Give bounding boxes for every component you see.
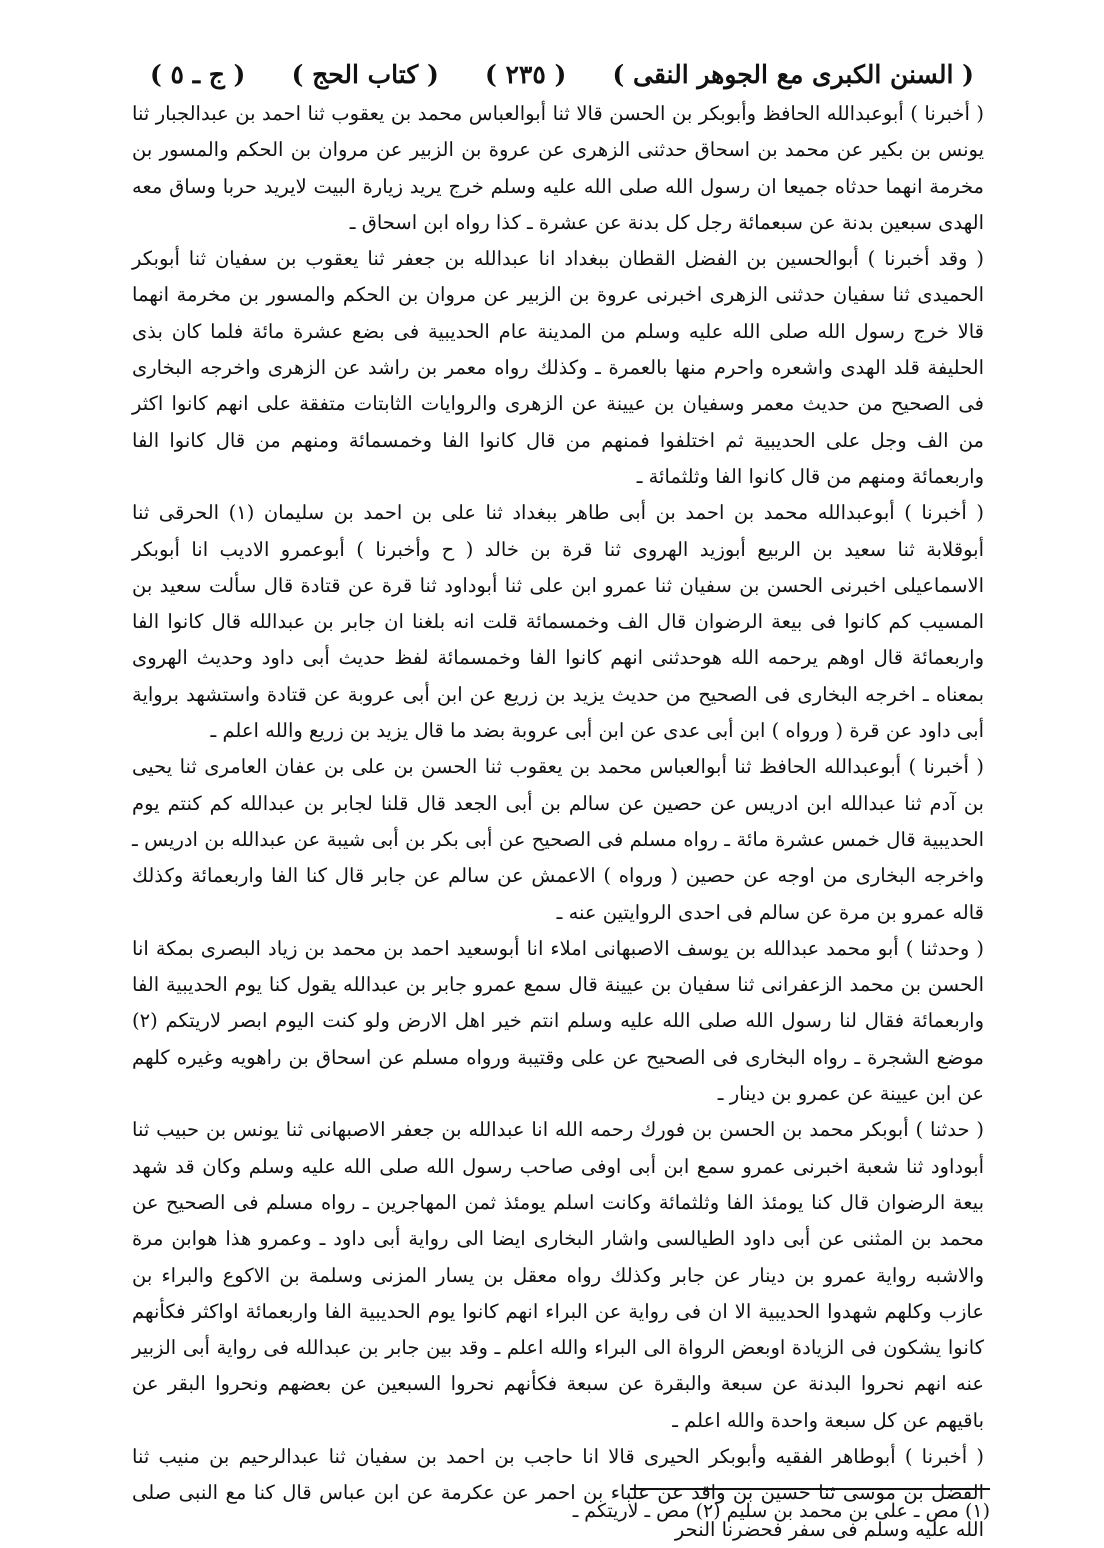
book-title: ( السنن الكبرى مع الجوهر النقى ): [612, 59, 974, 89]
paragraph-6: ( حدثنا ) أبوبكر محمد بن الحسن بن فورك رحمه الله انا عبدالله بن جعفر الاصبهانى ثنا يونس بن حبيب ثنا أبوداود ثنا شعبة اخبرنى عمرو سمع ابن أبى اوفى صاحب رسول الله صلى الله عليه وسلم وكان قد شهد بيعة الرضوان قال كنا يومئذ الفا وثلثمائة وكانت اسلم يومئذ ثمن المهاجرين ـ رواه مسلم فى الصحيح عن محمد بن المثنى عن أبى داود الطيالسى واشار البخارى ايضا الى رواية أبى داود ـ وعمرو هذا هوابن مرة والاشبه رواية عمرو بن دينار عن جابر وكذلك رواه معقل بن يسار المزنى وسلمة بن الاكوع والبراء بن عازب وكلهم شهدوا الحديبية الا ان فى رواية عن البراء انهم كانوا يوم الحديبية الفا واربعمائة اواكثر فكأنهم كانوا يشكون فى الزيادة اوبعض الرواة الى البراء والله اعلم ـ وقد بين جابر بن عبدالله فى رواية أبى الزبير عنه انهم نحروا البدنة عن سبعة والبقرة عن سبعة فكأنهم نحروا السبعين عن بعضهم ونحروا البقر عن باقيهم عن كل سبعة واحدة والله اعلم ـ: [132, 1118, 984, 1432]
paragraph-5: ( وحدثنا ) أبو محمد عبدالله بن يوسف الاصبهانى املاء انا أبوسعيد احمد بن محمد بن زياد البصرى بمكة انا الحسن بن محمد الزعفرانى ثنا سفيان بن عيينة قال سمع عمرو جابر بن عبدالله يقول كنا يوم الحديبية الفا واربعمائة فقال لنا رسول الله صلى الله عليه وسلم انتم خير اهل الارض ولو كنت اليوم ابصر لاريتكم (٢) موضع الشجرة ـ رواه البخارى فى الصحيح عن على وقتيبة ورواه مسلم عن اسحاق بن راهويه وغيره كلهم عن ابن عيينة عن عمرو بن دينار ـ: [132, 936, 984, 1106]
footnote-divider: [630, 1488, 990, 1490]
paragraph-2: ( وقد أخبرنا ) أبوالحسين بن الفضل القطان ببغداد انا عبدالله بن جعفر ثنا يعقوب بن سفيان ثنا أبوبكر الحميدى ثنا سفيان حدثنى الزهرى اخبرنى عروة بن الزبير عن مروان بن الحكم والمسور بن مخرمة انهما قالا خرج رسول الله صلى الله عليه وسلم من المدينة عام الحديبية فى بضع عشرة مائة فلما كان بذى الحليفة قلد الهدى واشعره واحرم منها بالعمرة ـ وكذلك رواه معمر بن راشد عن الزهرى واخرجه البخارى فى الصحيح من حديث معمر وسفيان بن عيينة عن الزهرى والروايات الثابتات متفقة على انهم كانوا اكثر من الف وجل على الحديبية ثم اختلفوا فمنهم من قال كانوا الفا وخمسمائة ومنهم من قال كانوا الفا واربعمائة ومنهم من قال كانوا الفا وثلثمائة ـ: [132, 247, 984, 488]
paragraph-3: ( أخبرنا ) أبوعبدالله محمد بن احمد بن أبى طاهر ببغداد ثنا على بن احمد بن سليمان (١) الحرقى ثنا أبوقلابة ثنا سعيد بن الربيع أبوزيد الهروى ثنا قرة بن خالد ( ح وأخبرنا ) أبوعمرو الاديب انا أبوبكر الاسماعيلى اخبرنى الحسن بن سفيان ثنا عمرو ابن على ثنا أبوداود ثنا قرة عن قتادة قال سألت سعيد بن المسيب كم كانوا فى بيعة الرضوان قال الف وخمسمائة قلت انه بلغنا ان جابر بن عبدالله قال كانوا الفا واربعمائة قال اوهم يرحمه الله هوحدثنى انهم كانوا الفا وخمسمائة لفظ حديث أبى داود وحديث الهروى بمعناه ـ اخرجه البخارى فى الصحيح من حديث يزيد بن زريع عن ابن أبى عروبة عن قتادة واستشهد برواية أبى داود عن قرة ( ورواه ) ابن أبى عدى عن ابن أبى عروبة بضد ما قال يزيد بن زريع والله اعلم ـ: [132, 501, 984, 743]
body-text: [132, 96, 984, 1548]
paragraph-4: ( أخبرنا ) أبوعبدالله الحافظ ثنا أبوالعباس محمد بن يعقوب ثنا الحسن بن على بن عفان العامرى ثنا يحيى بن آدم ثنا عبدالله ابن ادريس عن حصين عن سالم بن أبى الجعد قال قلنا لجابر بن عبدالله كم كنتم يوم الحديبية قال خمس عشرة مائة ـ رواه مسلم فى الصحيح عن أبى بكر بن أبى شيبة عن عبدالله بن ادريس ـ واخرجه البخارى من اوجه عن حصين ( ورواه ) الاعمش عن سالم عن جابر قال كنا الفا واربعمائة وكذلك قاله عمرو بن مرة عن سالم فى احدى الروايتين عنه ـ: [132, 755, 984, 924]
paragraph-7: ( أخبرنا ) أبوطاهر الفقيه وأبوبكر الحيرى قالا انا حاجب بن احمد بن سفيان ثنا عبدالرحيم بن منيب ثنا الفضل بن موسى ثنا حسين بن واقد عن علباء بن احمر عن عكرمة عن ابن عباس قال كنا مع النبى صلى الله عليه وسلم فى سفر فحضرنا النحر: [132, 1444, 984, 1541]
footnote: (١) مص ـ على بن محمد بن سليم (٢) مص ـ لاريتكم ـ: [572, 1500, 990, 1522]
volume-number: ( ج ـ ٥ ): [150, 59, 246, 89]
paragraph-1: ( أخبرنا ) أبوعبدالله الحافظ وأبوبكر بن الحسن قالا ثنا أبوالعباس محمد بن يعقوب ثنا احمد بن عبدالجبار ثنا يونس بن بكير عن محمد بن اسحاق حدثنى الزهرى عن عروة بن الزبير عن مروان بن الحكم والمسور بن مخرمة انهما حدثاه جميعا ان رسول الله صلى الله عليه وسلم خرج يريد زيارة البيت لايريد حربا وساق معه الهدى سبعين بدنة عن سبعمائة رجل كل بدنة عن عشرة ـ كذا رواه ابن اسحاق ـ: [132, 102, 984, 234]
page-header: [150, 52, 974, 96]
page-number: ( ٢٣٥ ): [484, 59, 567, 89]
chapter-title: ( كتاب الحج ): [291, 59, 439, 89]
